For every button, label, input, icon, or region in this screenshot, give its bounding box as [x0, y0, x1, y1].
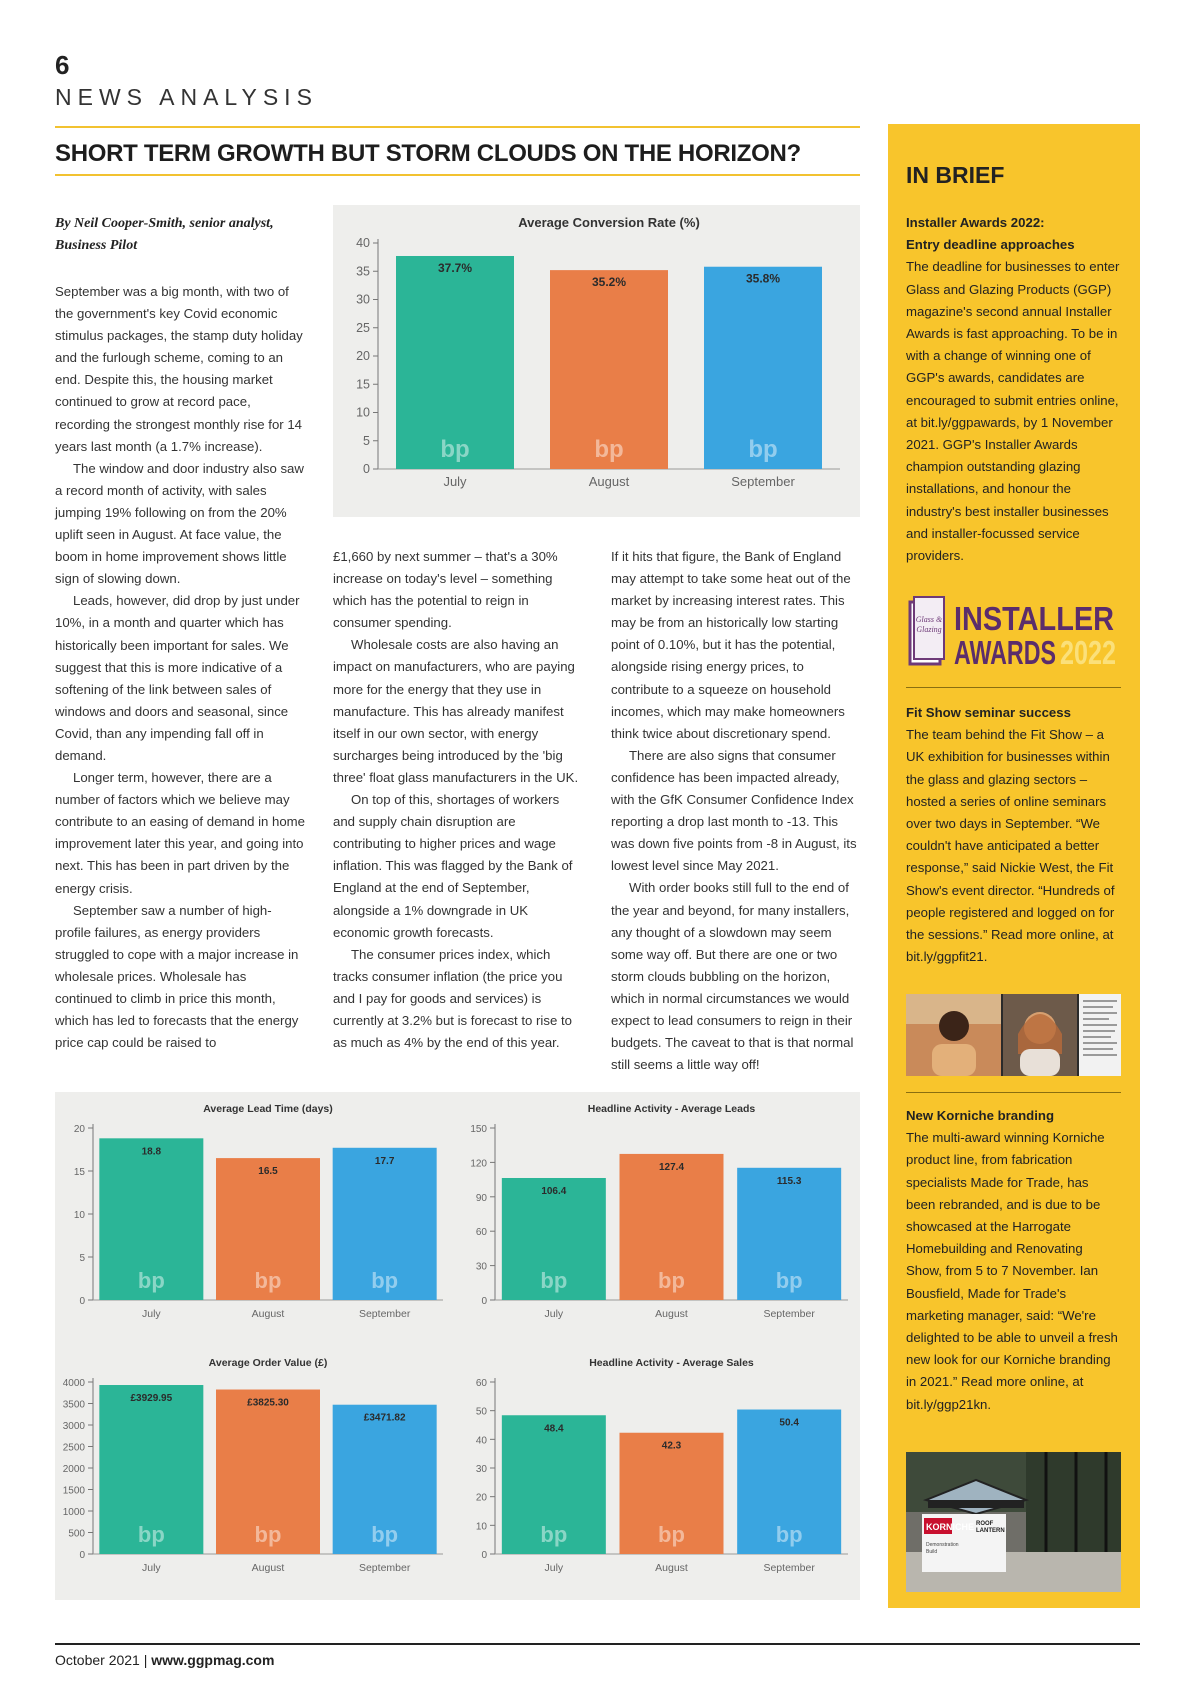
data-label: 127.4 [658, 1161, 685, 1173]
bp-watermark: bp [137, 1522, 165, 1547]
y-tick-label: 0 [363, 462, 370, 476]
data-label: £3929.95 [130, 1393, 173, 1405]
byline [55, 213, 305, 257]
footer-separator: | [143, 1652, 148, 1668]
average-sales-chart [455, 1346, 860, 1600]
brief-body: The multi-award winning Korniche product line, from fabrication specialists Made for Trade, has been rebranded, and is due to be showcased at the Harrogate Homebuilding and Renovating Show, from 5 to 7 November. Ian Bousfield, Made for Trade's marketing manager, said: “We're delighted to be able to unveil a fresh new look for our Korniche branding in 2021.” Read more online, at bit.ly/ggp21kn. [906, 1130, 1118, 1412]
x-tick-label: August [251, 1308, 285, 1320]
brief-item-korniche [906, 1105, 1121, 1416]
bp-watermark: bp [254, 1268, 282, 1293]
y-tick-label: 0 [79, 1296, 85, 1307]
brief-heading: Installer Awards 2022: [906, 215, 1045, 230]
x-tick-label: July [141, 1562, 161, 1574]
paragraph: Wholesale costs are also having an impact on manufacturers, who are paying more for the energy that they use in manufacture. This has already manifest itself in our own sector, with energy surcharges being introduced by the 'big three' float glass manufacturers in the UK. [333, 637, 579, 785]
y-tick-label: 4000 [62, 1378, 85, 1389]
footer-date: October 2021 [55, 1652, 140, 1668]
bp-watermark: bp [440, 436, 470, 463]
bp-watermark: bp [748, 436, 778, 463]
x-tick-label: September [358, 1308, 411, 1320]
byline-company: Business Pilot [55, 238, 138, 253]
y-tick-label: 10 [356, 405, 370, 420]
footer-website: www.ggpmag.com [151, 1652, 275, 1668]
bp-watermark: bp [658, 1522, 685, 1547]
logo-line1: INSTALLER [954, 600, 1115, 637]
byline-author: By Neil Cooper-Smith, senior analyst, [55, 216, 274, 231]
data-label: 17.7 [374, 1155, 395, 1167]
y-tick-label: 2500 [62, 1442, 85, 1454]
bp-watermark: bp [658, 1268, 685, 1293]
bp-watermark: bp [540, 1268, 568, 1293]
y-tick-label: 90 [475, 1192, 487, 1204]
y-tick-label: 120 [470, 1158, 487, 1170]
header-rule [55, 126, 860, 128]
conversion-rate-chart [333, 205, 860, 517]
y-tick-label: 5 [79, 1253, 85, 1264]
headline-rule [55, 174, 860, 176]
sidebar-divider [906, 1092, 1121, 1093]
brief-item-fit-show [906, 702, 1121, 968]
data-label: 37.7% [437, 260, 473, 275]
y-tick-label: 15 [73, 1167, 85, 1178]
in-brief-sidebar [888, 124, 1140, 1608]
sign-text: ROOF [976, 1521, 994, 1527]
logo-small-text: Glazing [916, 625, 942, 634]
paragraph: There are also signs that consumer confidence has been impacted already, with the GfK Consumer Confidence Index reporting a drop last month to -13. This was down five points from -8 in August, its lowest level since May 2021. [611, 747, 857, 874]
y-tick-label: 500 [68, 1528, 85, 1540]
footer-rule [55, 1643, 1140, 1645]
data-label: 16.5 [258, 1166, 278, 1178]
y-tick-label: 20 [356, 349, 370, 363]
installer-awards-logo [906, 594, 1121, 674]
x-tick-label: September [358, 1562, 411, 1574]
sign-text: LANTERN [976, 1528, 1005, 1534]
sidebar-title: IN BRIEF [906, 162, 1005, 188]
section-label: NEWS ANALYSIS [55, 84, 318, 110]
brief-body: The deadline for businesses to enter Glass and Glazing Products (GGP) magazine's second annual Installer Awards is fast approaching. To be in with a change of winning one of GGP's awards, candidates are encouraged to submit entries online, at bit.ly/ggpawards, by 1 November 2021. GGP's Installer Awards champion outstanding glazing installations, and honour the industry's best installer businesses and installer-focussed service providers. [906, 259, 1120, 564]
brief-heading: New Korniche branding [906, 1108, 1055, 1123]
y-tick-label: 60 [475, 1378, 487, 1389]
y-tick-label: 0 [481, 1550, 487, 1561]
y-tick-label: 1000 [62, 1507, 85, 1518]
article-column-3 [611, 546, 861, 1076]
bp-watermark: bp [254, 1522, 282, 1547]
paragraph: If it hits that figure, the Bank of England may attempt to take some heat out of the market by increasing interest rates. This may be from an historically low starting point of 0.10%, but it has the potential, alongside rising energy prices, to contribute to a squeeze on household incomes, which may make homeowners think twice about discretionary spend. [611, 549, 851, 741]
x-tick-label: September [763, 1562, 815, 1574]
brief-item-installer-awards [906, 212, 1121, 567]
bp-watermark: bp [775, 1268, 803, 1293]
y-tick-label: 1500 [62, 1485, 85, 1497]
data-label: 42.3 [661, 1440, 682, 1452]
y-tick-label: 10 [73, 1210, 85, 1221]
brief-heading: Fit Show seminar success [906, 705, 1071, 720]
y-tick-label: 0 [481, 1296, 487, 1307]
y-tick-label: 150 [470, 1124, 487, 1135]
y-tick-label: 30 [356, 292, 370, 307]
lead-time-chart [55, 1092, 455, 1346]
x-tick-label: August [251, 1562, 285, 1574]
y-tick-label: 40 [356, 236, 370, 250]
data-label: 50.4 [779, 1417, 799, 1429]
y-tick-label: 30 [475, 1464, 487, 1475]
x-tick-label: July [141, 1308, 161, 1320]
y-tick-label: 30 [475, 1261, 487, 1273]
paragraph: September saw a number of high-profile failures, as energy providers struggled to cope with a major increase in wholesale prices. Wholesale has continued to climb in price this month, which has led to forecasts that the energy price cap could be raised to [55, 902, 299, 1051]
paragraph: £1,660 by next summer – that's a 30% increase on today's level – something which has the potential to reign in consumer spending. [333, 549, 558, 631]
chart-title: Headline Activity - Average Leads [587, 1103, 756, 1115]
webinar-screenshot-photo [906, 994, 1121, 1076]
paragraph: On top of this, shortages of workers and supply chain disruption are contributing to higher prices and wage inflation. This was flagged by the Bank of England at the end of September, alongside a 1% downgrade in UK economic growth forecasts. [333, 792, 573, 940]
data-label: 35.8% [745, 271, 781, 286]
order-value-chart [55, 1346, 455, 1600]
article-column-1 [55, 281, 305, 1054]
paragraph: Leads, however, did drop by just under 10%, in a month and quarter which has historically been important for sales. We suggest that this is more indicative of a softening of the link between sales of windows and doors and seasonal, since Covid, than any impending fall off in demand. [55, 593, 300, 763]
y-tick-label: 2000 [62, 1464, 85, 1475]
sign-small-text: Demonstration [926, 1542, 959, 1548]
x-tick-label: August [588, 474, 630, 489]
y-tick-label: 10 [475, 1521, 487, 1533]
bp-watermark: bp [775, 1522, 803, 1547]
article-column-2 [333, 546, 583, 1054]
logo-year: 2022 [1060, 634, 1116, 671]
logo-small-text: Glass & [915, 615, 943, 624]
x-tick-label: July [443, 474, 467, 489]
bp-watermark: bp [594, 436, 624, 463]
data-label: 48.4 [544, 1423, 564, 1435]
footer [55, 1652, 274, 1668]
y-tick-label: 40 [475, 1435, 487, 1447]
y-tick-label: 3500 [62, 1399, 85, 1411]
chart-title: Headline Activity - Average Sales [589, 1357, 754, 1369]
y-tick-label: 20 [73, 1124, 85, 1135]
x-tick-label: August [655, 1562, 688, 1574]
korniche-roof-lantern-photo [906, 1452, 1121, 1592]
page-number: 6 [55, 50, 70, 80]
paragraph: The consumer prices index, which tracks consumer inflation (the price you and I pay for goods and services) is currently at 3.2% but is forecast to rise to as much as 4% by the end of this year. [333, 946, 572, 1051]
bp-watermark: bp [371, 1268, 399, 1293]
bp-watermark: bp [371, 1522, 399, 1547]
logo-line2: AWARDS [954, 634, 1056, 671]
y-tick-label: 0 [79, 1550, 85, 1561]
x-tick-label: September [763, 1308, 815, 1320]
data-label: 18.8 [141, 1146, 162, 1158]
bp-watermark: bp [540, 1522, 568, 1547]
data-label: 106.4 [541, 1185, 567, 1197]
chart-title: Average Lead Time (days) [203, 1103, 333, 1115]
brief-subheading: Entry deadline approaches [906, 237, 1075, 253]
y-tick-label: 15 [356, 377, 370, 392]
paragraph: With order books still full to the end of the year and beyond, for many installers, any thought of a slowdown may seem some way off. But there are one or two storm clouds bubbling on the horizon, which in normal circumstances we would expect to lead consumers to reign in their budgets. The caveat to that is that normal still seems a little way off! [611, 880, 854, 1073]
paragraph: Longer term, however, there are a number of factors which we believe may contribute to an easing of demand in home improvement later this year, and going into next. This has been in part driven by the energy crisis. [55, 770, 305, 896]
sign-brand: KORNICHE [926, 1522, 975, 1532]
y-tick-label: 60 [475, 1227, 487, 1239]
x-tick-label: July [544, 1562, 564, 1574]
y-tick-label: 5 [363, 433, 370, 448]
data-label: £3471.82 [363, 1412, 406, 1424]
brief-body: The team behind the Fit Show – a UK exhibition for businesses within the glass and glazing sectors – hosted a series of online seminars over two days in September. “We couldn't have anticipated a better response,” said Nickie West, the Fit Show's event director. “Hundreds of people registered and logged on for the sessions.” Read more online, at bit.ly/ggpfit21. [906, 727, 1115, 965]
paragraph: September was a big month, with two of the government's key Covid economic stimulus packages, the stamp duty holiday and the furlough scheme, coming to an end. Despite this, the housing market continued to grow at record pace, recording the strongest monthly rise for 14 years last month (a 1.7% increase). [55, 284, 303, 454]
data-label: £3825.30 [247, 1397, 289, 1409]
chart-title: Average Order Value (£) [208, 1357, 328, 1369]
y-tick-label: 3000 [62, 1421, 85, 1432]
y-tick-label: 25 [356, 320, 370, 335]
y-tick-label: 35 [356, 264, 370, 279]
sign-small-text: Build [926, 1549, 938, 1555]
metrics-charts-panel [55, 1092, 860, 1600]
y-tick-label: 50 [475, 1406, 487, 1418]
average-leads-chart [455, 1092, 860, 1346]
paragraph: The window and door industry also saw a record month of activity, with sales jumping 19% following on from the 20% uplift seen in August. At face value, the boom in home improvement shows little sign of slowing down. [55, 460, 304, 587]
chart-title: Average Conversion Rate (%) [518, 215, 700, 230]
sidebar-divider [906, 687, 1121, 688]
x-tick-label: August [655, 1308, 688, 1320]
bp-watermark: bp [137, 1268, 165, 1293]
x-tick-label: July [544, 1308, 564, 1320]
article-headline: SHORT TERM GROWTH BUT STORM CLOUDS ON THE HORIZON? [55, 140, 801, 167]
conversion-rate-chart-panel [333, 205, 860, 517]
y-tick-label: 20 [475, 1492, 487, 1504]
data-label: 115.3 [776, 1175, 802, 1187]
x-tick-label: September [731, 474, 795, 489]
data-label: 35.2% [591, 275, 627, 290]
